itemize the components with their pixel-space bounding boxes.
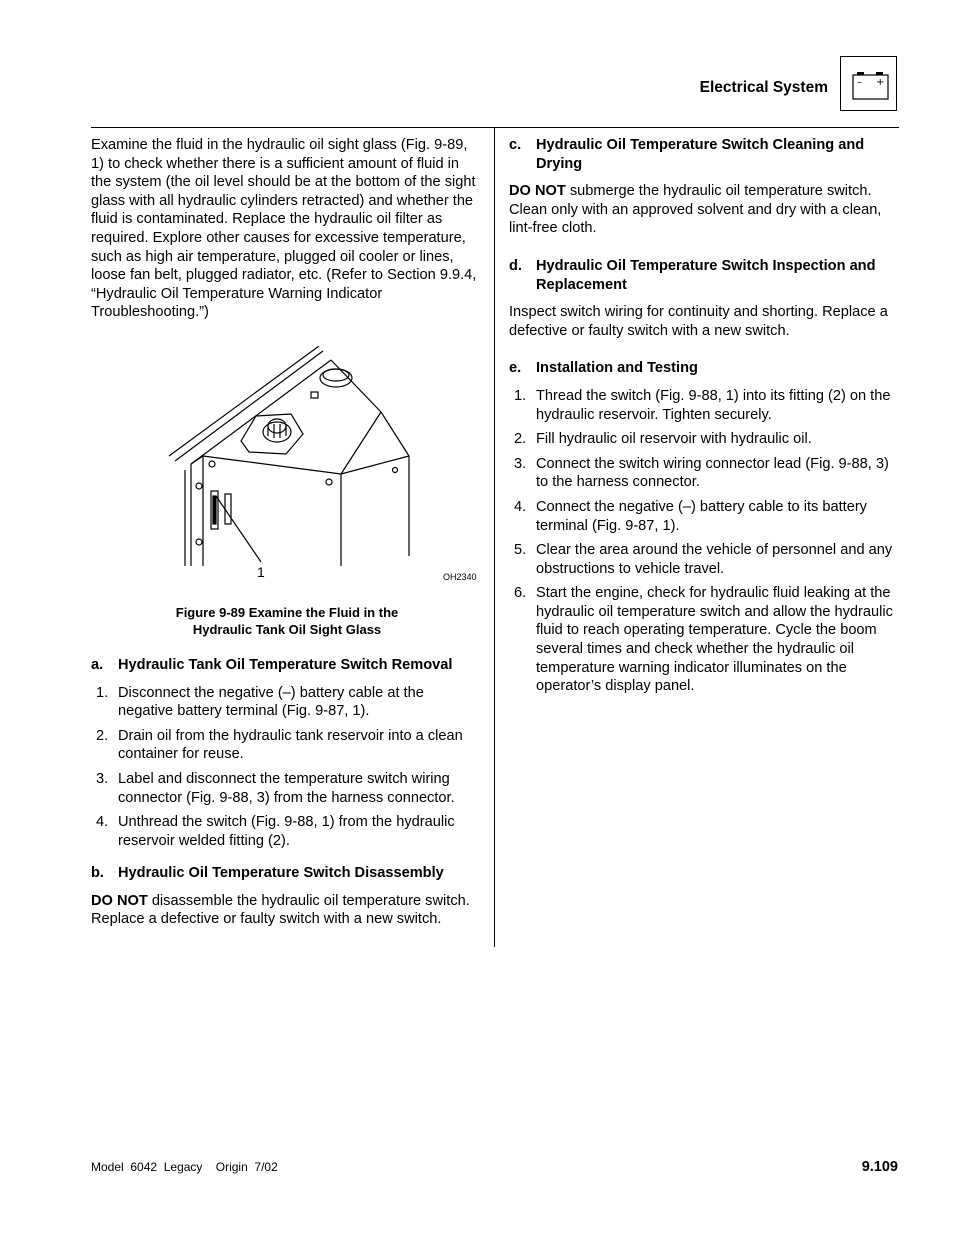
step-text: Start the engine, check for hydraulic fluid leaking at the hydraulic oil temperature switch and allow the hydraulic fluid to reach operating temperature. Cycle the boom several times and check whether the hydraulic oil temperature warning indicator illuminates on the operator’s display panel. <box>536 585 893 695</box>
section-e-heading <box>509 359 899 378</box>
step-number: 2. <box>514 431 527 448</box>
list-item <box>91 813 483 850</box>
step-number: 3. <box>514 455 527 472</box>
battery-icon-box <box>840 56 897 111</box>
step-number: 1. <box>96 684 109 701</box>
section-c-letter: c. <box>509 137 522 153</box>
figure-hydraulic-tank <box>91 346 483 596</box>
do-not-emphasis: DO NOT <box>91 892 148 909</box>
step-text: Drain oil from the hydraulic tank reservoir into a clean container for reuse. <box>118 727 463 763</box>
list-item <box>509 455 899 492</box>
battery-minus-sign: – <box>857 77 862 88</box>
list-item <box>91 684 483 721</box>
list-item <box>509 541 899 578</box>
step-text: Thread the switch (Fig. 9-88, 1) into its fitting (2) on the hydraulic reservoir. Tighten securely. <box>536 387 891 423</box>
section-a-steps <box>91 684 483 851</box>
section-e-title: Installation and Testing <box>536 360 698 377</box>
step-text: Disconnect the negative (–) battery cable at the negative battery terminal (Fig. 9-87, 1). <box>118 684 424 720</box>
section-c-text: submerge the hydraulic oil temperature switch. Clean only with an approved solvent and dry with a clean, lint-free cloth. <box>509 183 882 237</box>
step-number: 4. <box>514 498 527 515</box>
section-a-letter: a. <box>91 656 104 673</box>
section-b-paragraph <box>91 892 483 929</box>
section-d-heading <box>509 257 899 294</box>
battery-plus-sign: + <box>876 77 885 88</box>
do-not-emphasis: DO NOT <box>509 183 566 200</box>
list-item <box>509 387 899 424</box>
step-number: 4. <box>96 814 109 831</box>
intro-paragraph: Examine the fluid in the hydraulic oil sight glass (Fig. 9-89, 1) to check whether there is a sufficient amount of fluid in the system (the oil level should be at the bottom of the sight glass with all hydraulic cylinders retracted) and whether the fluid is contaminated. Replace the hydraulic oil filter as required. Explore other causes for excessive temperature, such as high air temperature, plugged oil cooler or lines, loose fan belt, plugged radiator, etc. (Refer to Section 9.9.4, “Hydraulic Oil Temperature Warning Indicator Troubleshooting.”) <box>91 137 477 321</box>
list-item <box>509 498 899 535</box>
section-d-letter: d. <box>509 257 522 274</box>
section-c-title: Hydraulic Oil Temperature Switch Cleaning and Drying <box>536 137 865 172</box>
footer-model-info: Model 6042 Legacy Origin 7/02 <box>91 1160 278 1174</box>
list-item <box>509 584 899 696</box>
step-number: 5. <box>514 542 527 559</box>
figure-caption-line-2: Hydraulic Tank Oil Sight Glass <box>192 621 382 637</box>
list-item <box>91 770 483 807</box>
step-text: Clear the area around the vehicle of personnel and any obstructions to vehicle travel. <box>536 542 893 577</box>
step-text: Unthread the switch (Fig. 9-88, 1) from the hydraulic reservoir welded fitting (2). <box>118 814 455 849</box>
step-text: Fill hydraulic oil reservoir with hydraulic oil. <box>536 431 812 448</box>
step-number: 2. <box>96 727 109 744</box>
section-b-letter: b. <box>91 865 104 882</box>
section-c-paragraph <box>509 182 899 238</box>
page-number: 9.109 <box>861 1159 898 1175</box>
step-number: 3. <box>96 770 109 787</box>
section-b-title: Hydraulic Oil Temperature Switch Disassembly <box>118 865 444 882</box>
step-text: Connect the switch wiring connector lead (Fig. 9-88, 3) to the harness connector. <box>536 455 889 491</box>
section-a-title: Hydraulic Tank Oil Temperature Switch Removal <box>118 656 453 673</box>
section-b-text: disassemble the hydraulic oil temperature switch. Replace a defective or faulty switch with a new switch. <box>91 892 470 928</box>
step-text: Connect the negative (–) battery cable to its battery terminal (Fig. 9-87, 1). <box>536 498 867 534</box>
column-divider <box>494 127 495 947</box>
section-b-heading <box>91 864 483 883</box>
left-column <box>91 136 483 929</box>
section-e-steps <box>509 387 899 696</box>
step-text: Label and disconnect the temperature switch wiring connector (Fig. 9-88, 3) from the harness connector. <box>118 770 455 806</box>
figure-caption <box>91 604 483 638</box>
section-d-paragraph: Inspect switch wiring for continuity and shorting. Replace a defective or faulty switch with a new switch. <box>509 304 888 339</box>
section-e-letter: e. <box>509 360 522 377</box>
figure-code: OH2340 <box>443 572 477 582</box>
step-number: 6. <box>514 585 527 602</box>
list-item <box>91 727 483 764</box>
section-d-title: Hydraulic Oil Temperature Switch Inspection and Replacement <box>536 257 876 293</box>
list-item <box>509 430 899 449</box>
figure-caption-line-1: Figure 9-89 Examine the Fluid in the <box>175 604 399 620</box>
hydraulic-tank-illustration <box>91 346 483 596</box>
figure-callout-1: 1 <box>257 564 265 580</box>
section-title: Electrical System <box>699 79 828 96</box>
right-column <box>509 136 899 702</box>
section-a-heading <box>91 656 483 675</box>
step-number: 1. <box>514 387 527 404</box>
section-c-heading <box>509 136 899 173</box>
header-rule <box>91 127 899 128</box>
battery-icon <box>841 57 896 110</box>
